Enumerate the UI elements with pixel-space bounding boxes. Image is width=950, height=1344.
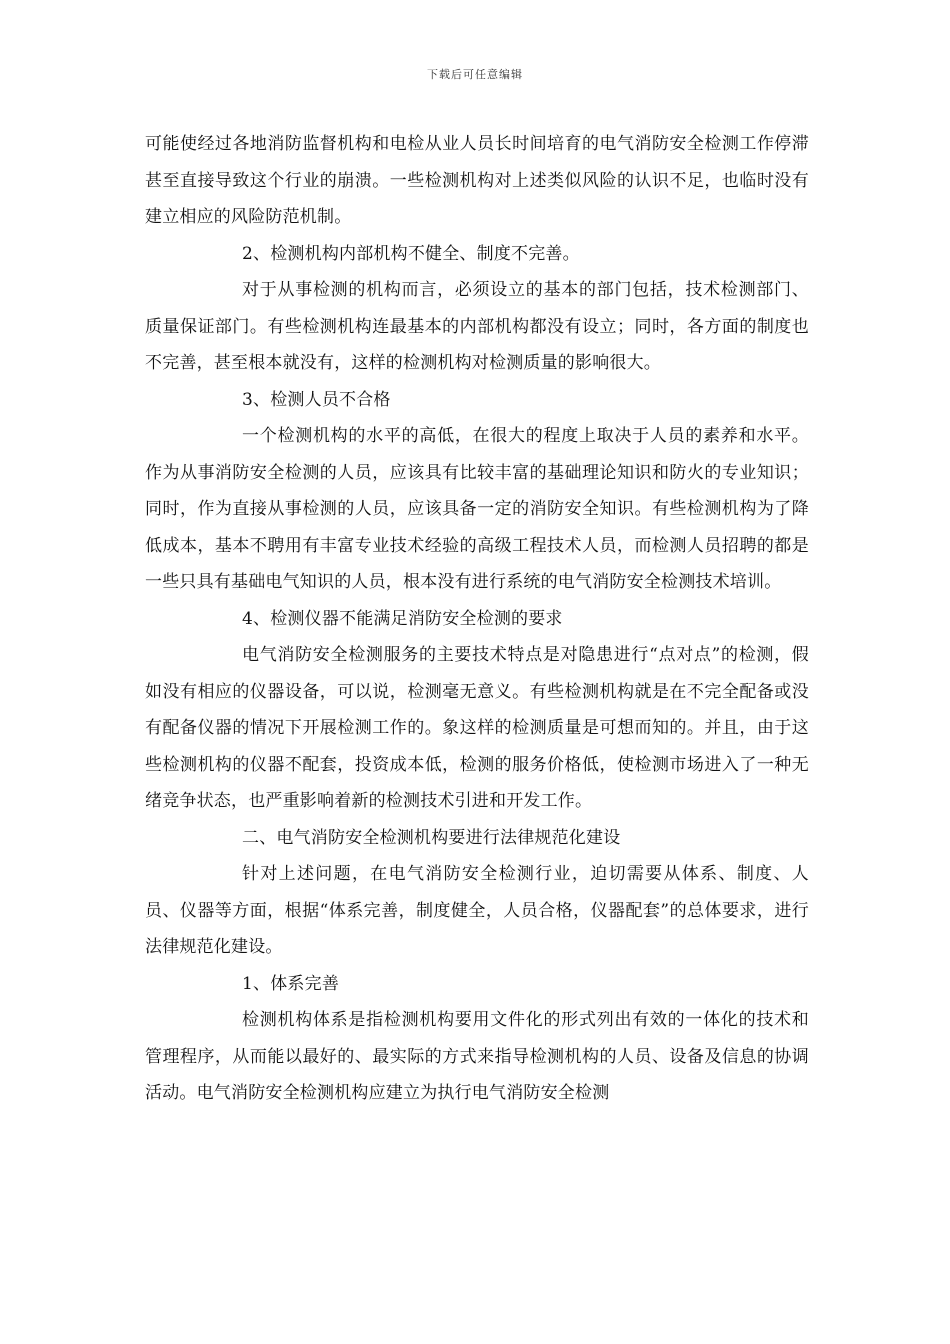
- paragraph: 对于从事检测的机构而言，必须设立的基本的部门包括，技术检测部门、质量保证部门。有些检测机构连最基本的内部机构都没有设立；同时，各方面的制度也不完善，甚至根本就没有，这样的检测机构对检测质量的影响很大。: [145, 280, 809, 373]
- section-heading: 3、检测人员不合格: [242, 389, 391, 410]
- paragraph: 检测机构体系是指检测机构要用文件化的形式列出有效的一体化的技术和管理程序，从而能以最好的、最实际的方式来指导检测机构的人员、设备及信息的协调活动。电气消防安全检测机构应建立为执行电气消防安全检测: [145, 1010, 809, 1103]
- document-body: [145, 126, 809, 1112]
- section-heading: 2、检测机构内部机构不健全、制度不完善。: [242, 243, 580, 264]
- page-header: 下载后可任意编辑: [427, 68, 523, 81]
- section-heading: 1、体系完善: [242, 973, 340, 994]
- paragraph: 电气消防安全检测服务的主要技术特点是对隐患进行“点对点”的检测，假如没有相应的仪器设备，可以说，检测毫无意义。有些检测机构就是在不完全配备或没有配备仪器的情况下开展检测工作的。象这样的检测质量是可想而知的。并且，由于这些检测机构的仪器不配套，投资成本低，检测的服务价格低，使检测市场进入了一种无绪竞争状态，也严重影响着新的检测技术引进和开发工作。: [145, 645, 809, 811]
- paragraph: 可能使经过各地消防监督机构和电检从业人员长时间培育的电气消防安全检测工作停滞甚至直接导致这个行业的崩溃。一些检测机构对上述类似风险的认识不足，也临时没有建立相应的风险防范机制。: [145, 134, 809, 227]
- paragraph: 一个检测机构的水平的高低，在很大的程度上取决于人员的素养和水平。作为从事消防安全检测的人员，应该具有比较丰富的基础理论知识和防火的专业知识；同时，作为直接从事检测的人员，应该具备一定的消防安全知识。有些检测机构为了降低成本，基本不聘用有丰富专业技术经验的高级工程技术人员，而检测人员招聘的都是一些只具有基础电气知识的人员，根本没有进行系统的电气消防安全检测技术培训。: [145, 426, 809, 592]
- section-heading: 4、检测仪器不能满足消防安全检测的要求: [242, 608, 563, 629]
- paragraph: 针对上述问题，在电气消防安全检测行业，迫切需要从体系、制度、人员、仪器等方面，根据“体系完善，制度健全，人员合格，仪器配套”的总体要求，进行法律规范化建设。: [145, 864, 809, 957]
- section-heading: 二、电气消防安全检测机构要进行法律规范化建设: [242, 827, 621, 848]
